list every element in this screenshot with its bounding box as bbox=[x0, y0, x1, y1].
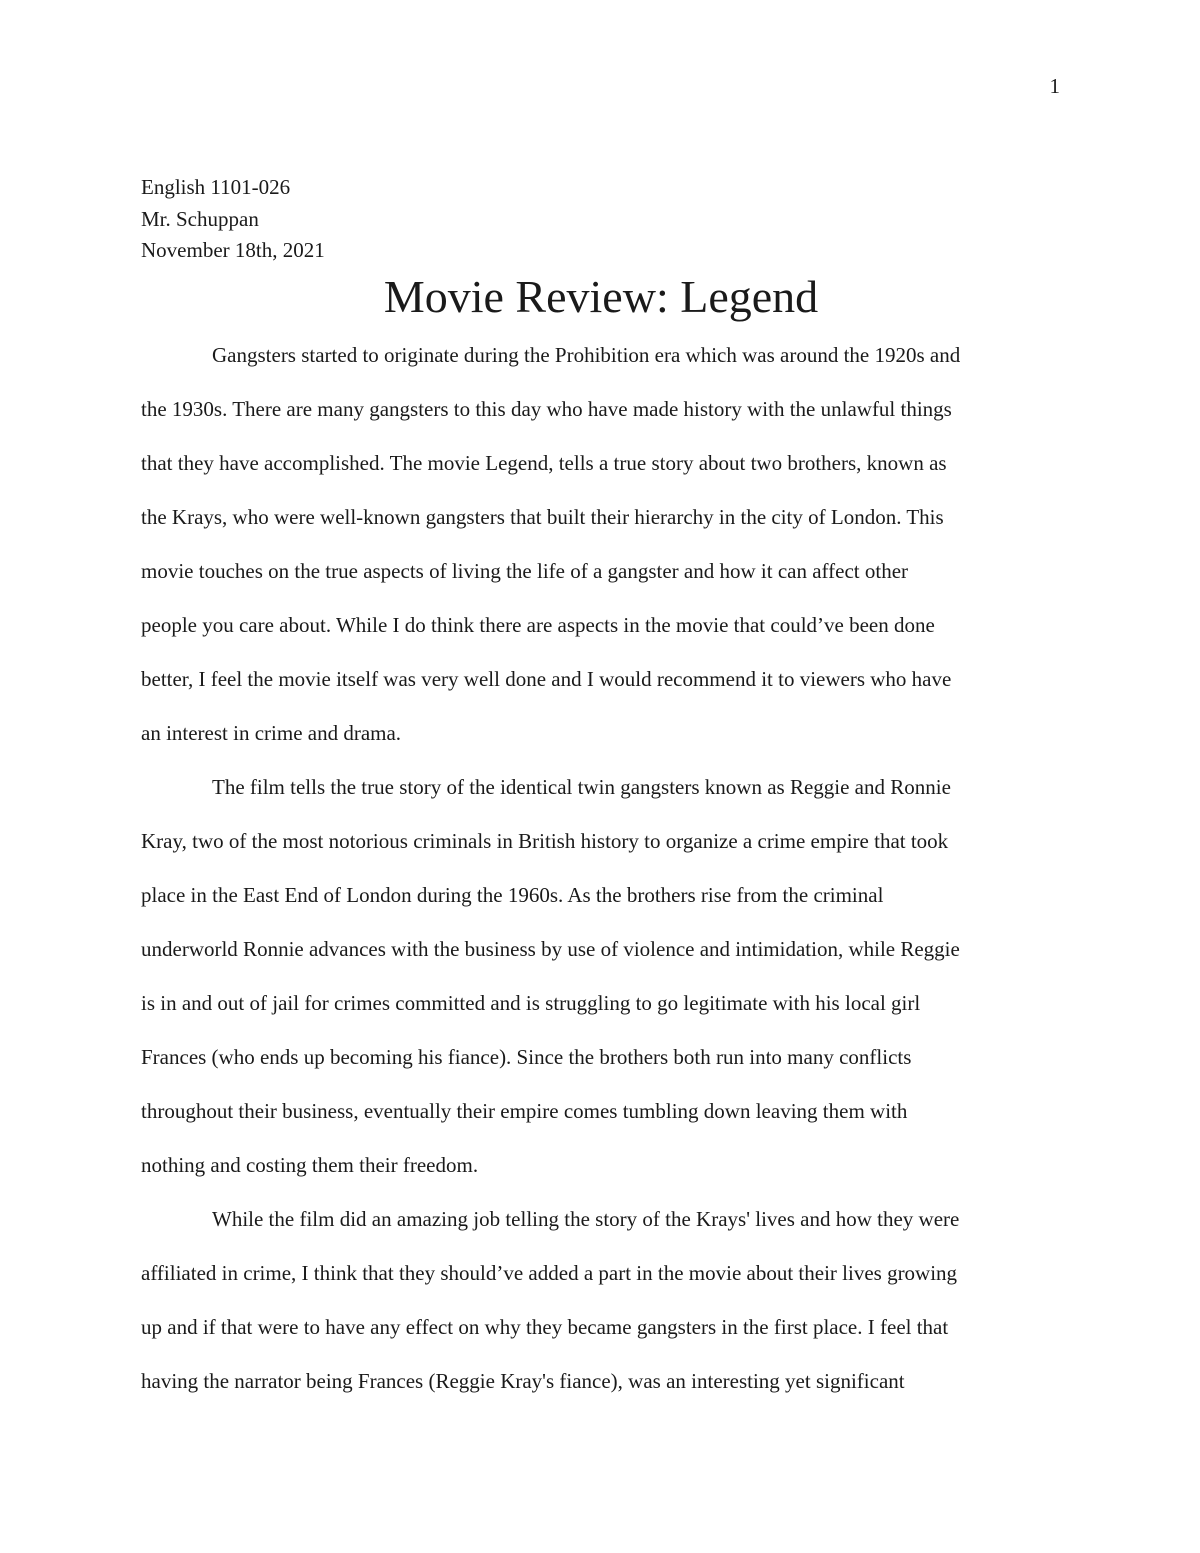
paragraph-line: better, I feel the movie itself was very well done and I would recommend it to viewers who have bbox=[141, 667, 952, 691]
paragraph-line: is in and out of jail for crimes committed and is struggling to go legitimate with his local girl bbox=[141, 991, 921, 1015]
paragraph-line: that they have accomplished. The movie Legend, tells a true story about two brothers, known as bbox=[141, 451, 947, 475]
paragraph-line: Gangsters started to originate during the Prohibition era which was around the 1920s and bbox=[212, 343, 961, 367]
instructor-line: Mr. Schuppan bbox=[141, 206, 259, 231]
paragraph-line: place in the East End of London during the 1960s. As the brothers rise from the criminal bbox=[141, 883, 884, 907]
paragraph-line: the 1930s. There are many gangsters to this day who have made history with the unlawful things bbox=[141, 397, 952, 421]
paragraph-line: The film tells the true story of the identical twin gangsters known as Reggie and Ronnie bbox=[212, 775, 951, 799]
paragraph-line: people you care about. While I do think there are aspects in the movie that could’ve been done bbox=[141, 613, 935, 637]
date-line: November 18th, 2021 bbox=[141, 238, 325, 262]
paragraph-line: underworld Ronnie advances with the business by use of violence and intimidation, while Reggie bbox=[141, 937, 960, 961]
paragraph-line: having the narrator being Frances (Reggie Kray's fiance), was an interesting yet significant bbox=[141, 1369, 905, 1393]
paragraph-line: While the film did an amazing job telling the story of the Krays' lives and how they were bbox=[212, 1207, 960, 1231]
course-line: English 1101-026 bbox=[141, 175, 291, 199]
document-title: Movie Review: Legend bbox=[383, 271, 819, 322]
paragraph-line: Frances (who ends up becoming his fiance). Since the brothers both run into many conflicts bbox=[141, 1045, 912, 1069]
paragraph-line: up and if that were to have any effect on why they became gangsters in the first place. I feel that bbox=[141, 1315, 949, 1339]
paragraph-line: nothing and costing them their freedom. bbox=[141, 1153, 479, 1177]
paragraph-line: throughout their business, eventually their empire comes tumbling down leaving them with bbox=[141, 1099, 908, 1123]
page-number: 1 bbox=[1049, 74, 1060, 98]
header-block bbox=[141, 172, 1061, 267]
paragraph-line: affiliated in crime, I think that they should’ve added a part in the movie about their lives growing bbox=[141, 1261, 958, 1285]
paragraph-line: Kray, two of the most notorious criminals in British history to organize a crime empire that took bbox=[141, 829, 949, 853]
body-text bbox=[141, 328, 1061, 1408]
paragraph-line: movie touches on the true aspects of living the life of a gangster and how it can affect other bbox=[141, 559, 909, 583]
paragraph-line: an interest in crime and drama. bbox=[141, 721, 402, 745]
paragraph-line: the Krays, who were well-known gangsters that built their hierarchy in the city of London. This bbox=[141, 505, 944, 529]
